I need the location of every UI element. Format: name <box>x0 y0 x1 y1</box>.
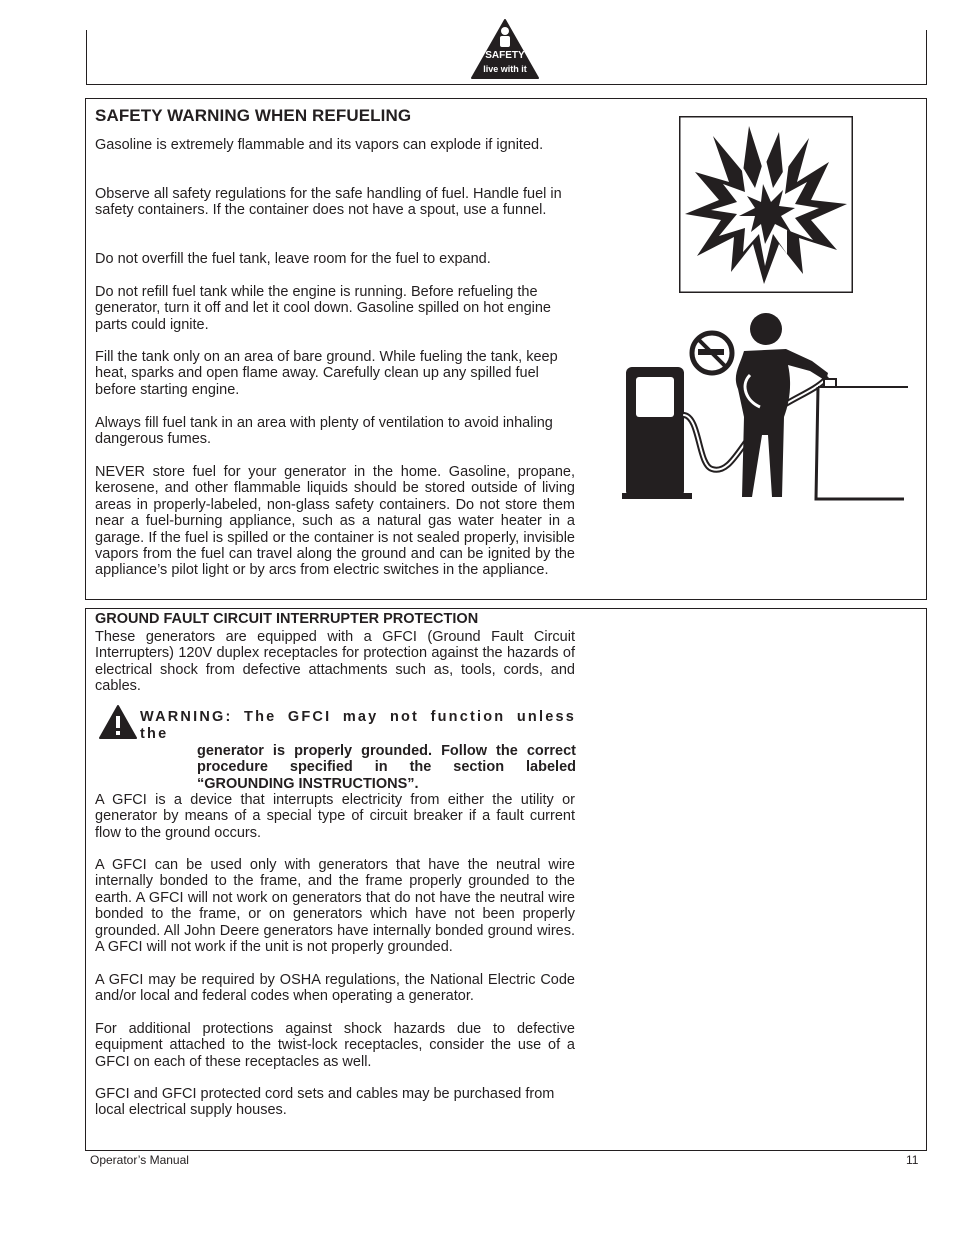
refuel-paragraph: Do not refill fuel tank while the engine is running. Before refueling the generator, turn it off and let it cool down. Gasoline spilled on hot engine parts could ignite. <box>95 284 551 333</box>
header-rule-right <box>926 30 927 85</box>
explosion-pictogram <box>679 116 853 293</box>
gfci-warning-body: generator is properly grounded. Follow the correct procedure specified in the section labeled “GROUNDING INSTRUCTIONS”. <box>197 742 576 793</box>
warning-icon <box>98 704 138 740</box>
gfci-paragraph: A GFCI is a device that interrupts electricity from either the utility or generator by means of a special type of circuit breaker if a fault current flow to the ground occurs. <box>95 792 575 841</box>
refuel-paragraph: NEVER store fuel for your generator in the home. Gasoline, propane, kerosene, and other flammable liquids should be stored outside of living areas in properly-labeled, non-glass safety containers. Do not store them near a fuel-burning appliance, such as a natural gas water heater in a garage. If the fuel is spilled or the container is not sealed properly, invisible vapors from the fuel can travel along the ground and can be ignited by the appliance’s pilot light or by arcs from electric switches in the appliance. <box>95 464 575 579</box>
gfci-warning-lead: WARNING: The GFCI may not function unless the <box>140 709 576 742</box>
refueling-pictogram <box>620 305 912 505</box>
page-number: 11 <box>906 1153 919 1167</box>
logo-text-tagline: live with it <box>483 64 527 74</box>
gfci-title: GROUND FAULT CIRCUIT INTERRUPTER PROTECTION <box>95 611 479 627</box>
safety-logo <box>470 18 540 80</box>
logo-text-safety: SAFETY <box>485 50 525 61</box>
refuel-title: SAFETY WARNING WHEN REFUELING <box>95 106 412 125</box>
refuel-paragraph: Fill the tank only on an area of bare ground. While fueling the tank, keep heat, sparks and open flame away. Carefully clean up any spilled fuel before starting engine. <box>95 349 558 398</box>
refuel-paragraph: Gasoline is extremely flammable and its vapors can explode if ignited. <box>95 137 544 153</box>
gfci-paragraph: A GFCI may be required by OSHA regulations, the National Electric Code and/or local and federal codes when operating a generator. <box>95 972 575 1005</box>
gfci-paragraph: For additional protections against shock hazards due to defective equipment attached to the twist-lock receptacles, consider the use of a GFCI on each of these receptacles as well. <box>95 1021 575 1070</box>
gfci-warning <box>140 709 576 793</box>
refuel-paragraph: Observe all safety regulations for the safe handling of fuel. Handle fuel in safety containers. If the container does not have a spout, use a funnel. <box>95 186 562 219</box>
refuel-paragraph: Do not overfill the fuel tank, leave room for the fuel to expand. <box>95 251 491 267</box>
refuel-paragraph: Always fill fuel tank in an area with plenty of ventilation to avoid inhaling dangerous fumes. <box>95 415 553 448</box>
footer-manual-title: Operator’s Manual <box>90 1153 189 1167</box>
gfci-intro: These generators are equipped with a GFCI (Ground Fault Circuit Interrupters) 120V duplex receptacles for protection against the hazards of electrical shock from defective attachments such as, tools, cords, and cables. <box>95 629 575 695</box>
header-rule-left <box>86 30 87 85</box>
header-rule-bottom <box>86 84 927 85</box>
gfci-paragraph: GFCI and GFCI protected cord sets and cables may be purchased from local electrical supply houses. <box>95 1086 555 1119</box>
gfci-paragraph: A GFCI can be used only with generators that have the neutral wire internally bonded to the frame, and the frame properly grounded to the earth. A GFCI will not work on generators that do not have the neutral wire bonded to the frame, or on generators which have not been properly grounded. All John Deere generators have internally bonded ground wires. A GFCI will not work if the unit is not properly grounded. <box>95 857 575 956</box>
